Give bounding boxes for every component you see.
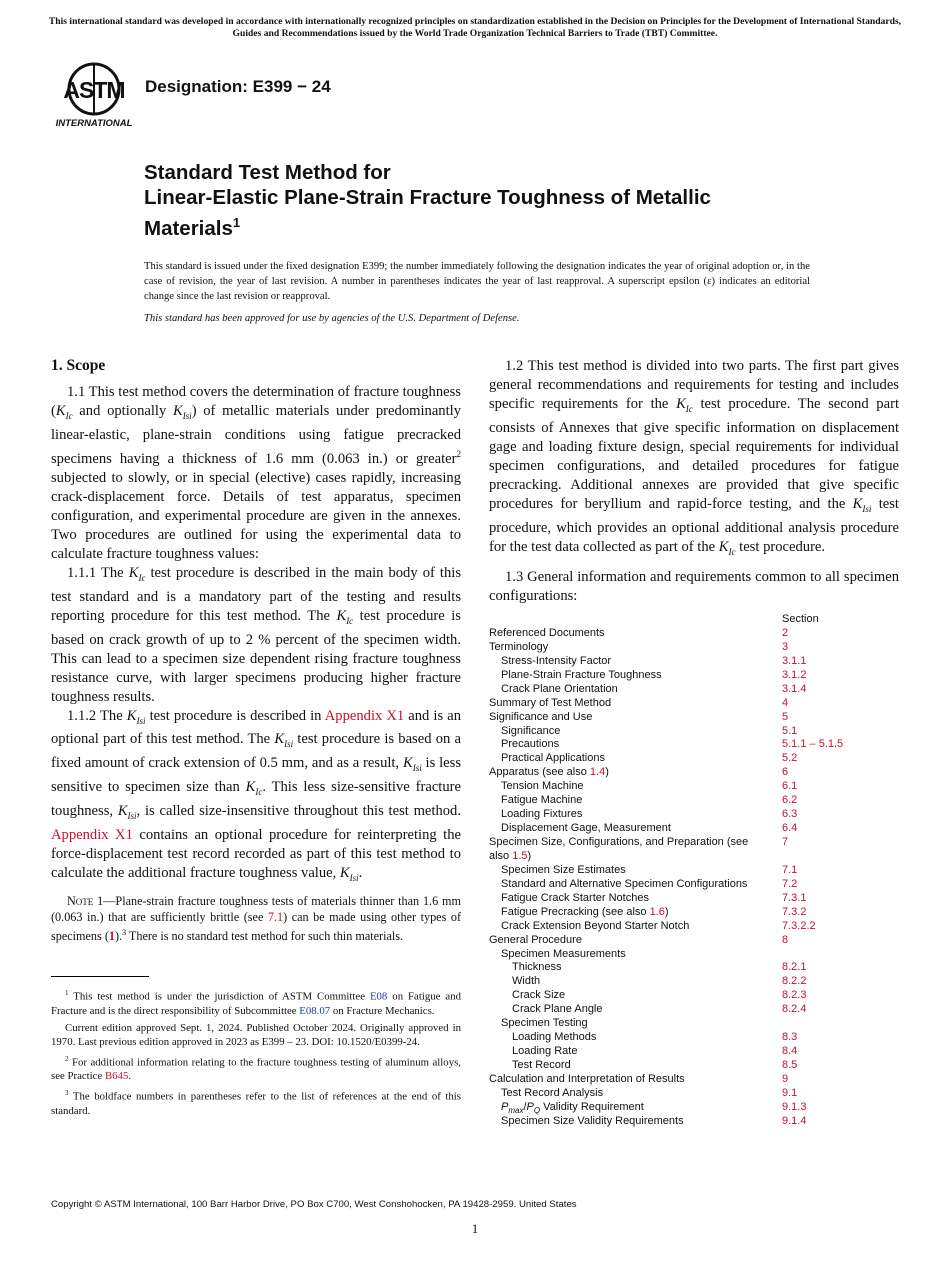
paragraph-1-3: 1.3 General information and requirements common to all specimen configurations: <box>489 568 899 604</box>
title-footnote-mark: 1 <box>232 215 241 230</box>
note-1: Note 1—Plane-strain fracture toughness tests of materials thinner than 1.6 mm (0.063 in.) that are sufficiently brittle (see 7.1) can be made using other types of specimens (1).$^3$ There is no standard test method for such thin materials. <box>51 894 462 944</box>
right-column <box>489 357 899 606</box>
toc-label: Specimen Measurements <box>501 947 626 960</box>
toc-label: General Procedure <box>489 933 582 946</box>
toc-label: Referenced Documents <box>489 626 605 639</box>
toc-label: Fatigue Crack Starter Notches <box>501 891 649 904</box>
toc-row <box>489 738 909 752</box>
toc-label: Thickness <box>512 961 562 974</box>
toc-section-link[interactable]: 8.2.4 <box>782 1003 807 1016</box>
toc-label: Crack Size <box>512 989 566 1002</box>
toc-section-link[interactable]: 8.2.3 <box>782 989 807 1002</box>
toc-label: Fatigue Precracking (see also 1.6) <box>501 905 669 918</box>
toc-section-link[interactable]: 3.1.4 <box>782 682 807 695</box>
footnotes <box>51 986 461 1121</box>
section-heading-scope: 1. Scope <box>51 357 106 374</box>
toc-row <box>489 1087 909 1101</box>
link-appendix-x1[interactable]: Appendix X1 <box>324 707 405 724</box>
toc-label: Summary of Test Method <box>489 696 612 709</box>
toc-section-link[interactable]: 7.1 <box>782 863 798 876</box>
svg-text:ASTM: ASTM <box>63 77 125 103</box>
toc-label: Loading Methods <box>512 1031 597 1044</box>
logo-text: INTERNATIONAL <box>55 118 133 129</box>
reference-1-link[interactable]: 1 <box>108 929 115 944</box>
link-appendix-x1-2[interactable]: Appendix X1 <box>51 827 133 844</box>
toc-section-link[interactable]: 2 <box>782 626 789 639</box>
toc-label: $P_{max}/P_Q$ Validity Requirement <box>501 1100 644 1116</box>
toc-label: Plane-Strain Fracture Toughness <box>501 668 662 681</box>
toc-row <box>489 836 909 864</box>
title-line-2: Linear-Elastic Plane-Strain Fracture Toughness of Metallic <box>144 186 711 209</box>
toc-section-link[interactable]: 6.3 <box>782 808 798 821</box>
toc-section-link[interactable]: 8.4 <box>782 1045 798 1058</box>
toc-label: Loading Fixtures <box>501 808 583 821</box>
toc-label: Terminology <box>489 640 549 653</box>
toc-row <box>489 1115 909 1129</box>
toc-label: Specimen Testing <box>501 1017 588 1030</box>
footnote-divider <box>51 976 149 977</box>
paragraph-1-1-1: 1.1.1 The $K_{Ic}$ test procedure is described in the main body of this test standard and is a mandatory part of the testing and results reporting procedure for this test method. The $K_{Ic}$ test procedure is based on crack growth of up to 2 % percent of the specimen width. This can lead to a specimen size dependent rising fracture toughness resistance curve, with larger specimens producing higher fracture toughness results. <box>51 564 461 705</box>
section-table <box>489 613 909 1129</box>
toc-header: Section <box>782 613 819 625</box>
toc-label: Specimen Size, Configurations, and Preparation (see also 1.5) <box>489 836 749 862</box>
toc-section-link[interactable]: 8.5 <box>782 1059 798 1072</box>
toc-label: Apparatus (see also 1.4) <box>489 766 609 779</box>
toc-section-link[interactable]: 9 <box>782 1072 789 1085</box>
toc-section-link[interactable]: 8.3 <box>782 1031 798 1044</box>
toc-label: Calculation and Interpretation of Results <box>489 1072 685 1085</box>
toc-label: Precautions <box>501 738 560 751</box>
toc-row <box>489 975 909 989</box>
footnote-edition: Current edition approved Sept. 1, 2024. Published October 2024. Originally approved in 1970. Last previous edition approved in 2023 as E399 – 23. DOI: 10.1520/E0399-24. <box>51 1021 461 1048</box>
toc-label: Crack Plane Angle <box>512 1003 603 1016</box>
toc-row <box>489 669 909 683</box>
toc-section-link[interactable]: 3.1.2 <box>782 668 807 681</box>
toc-row <box>489 989 909 1003</box>
toc-row <box>489 1073 909 1087</box>
toc-row <box>489 766 909 780</box>
toc-section-link[interactable]: 5.1 <box>782 724 798 737</box>
paragraph-1-1: 1.1 This test method covers the determination of fracture toughness ($K_{Ic}$ and optionally $K_{Isi}$) of metallic materials under predominantly linear-elastic, plane-strain conditions using fatigue precracked specimens having a thickness of 1.6 mm (0.063 in.) or greater$^2$ subjected to slowly, or in special (elective) cases rapidly, increasing crack-displacement force. Details of test apparatus, specimen configuration, and experimental procedure are given in the annexes. Two procedures are outlined for using the experimental data to calculate fracture toughness values: <box>51 384 461 562</box>
toc-row <box>489 961 909 975</box>
toc-link[interactable]: 1.4 <box>589 766 606 779</box>
toc-row <box>489 878 909 892</box>
toc-label: Specimen Size Estimates <box>501 863 626 876</box>
toc-label: Loading Rate <box>512 1045 578 1058</box>
document-title <box>144 160 864 241</box>
issuance-statement: This standard is issued under the fixed designation E399; the number immediately following the designation indicates the year of original adoption or, in the case of revision, the year of last revision. A number in parentheses indicates the year of last reapproval. A superscript epsilon (ε) indicates an editorial change since the last revision or reapproval. <box>144 261 810 302</box>
left-column <box>51 356 461 945</box>
toc-label: Test Record <box>512 1059 571 1072</box>
toc-section-link[interactable]: 5.1.1 – 5.1.5 <box>782 738 844 751</box>
toc-section-link[interactable]: 3 <box>782 640 789 653</box>
toc-section-link[interactable]: 4 <box>782 696 789 709</box>
footnote-1: $^1$ This test method is under the jurisdiction of ASTM Committee E08 on Fatigue and Fracture and is the direct responsibility of Subcommittee E08.07 on Fracture Mechanics. <box>51 989 461 1017</box>
title-line-3: Materials <box>144 216 233 240</box>
toc-section-link[interactable]: 7.3.2.2 <box>782 919 816 932</box>
footnote-2: $^2$ For additional information relating to the fracture toughness testing of aluminum alloys, see Practice B645. <box>51 1054 461 1083</box>
toc-row <box>489 1045 909 1059</box>
toc-row <box>489 697 909 711</box>
link-b645[interactable]: B645 <box>104 1070 129 1083</box>
toc-row <box>489 1017 909 1031</box>
toc-link[interactable]: 1.5 <box>512 849 528 862</box>
toc-section-link[interactable]: 9.1.4 <box>782 1114 807 1127</box>
footnote-3: $^3$ The boldface numbers in parentheses refer to the list of references at the end of this standard. <box>51 1089 461 1117</box>
page-number: 1 <box>471 1221 479 1236</box>
toc-row <box>489 920 909 934</box>
toc-section-link[interactable]: 3.1.1 <box>782 654 807 667</box>
link-e08[interactable]: E08 <box>369 990 388 1003</box>
toc-label: Test Record Analysis <box>501 1086 604 1099</box>
toc-section-link[interactable]: 6.4 <box>782 822 798 835</box>
toc-label: Stress-Intensity Factor <box>501 654 612 667</box>
toc-section-link[interactable]: 5 <box>782 710 789 723</box>
paragraph-1-2: 1.2 This test method is divided into two parts. The first part gives general recommendations and requirements for testing and includes specific requirements for the $K_{Ic}$ test procedure. The second part consists of Annexes that give specific information on displacement gage and loading fixture design, special requirements for individual specimen configurations, and detailed procedures for fatigue precracking. Additional annexes are provided that give specific procedures for beryllium and rapid-force testing, and the $K_{Isi}$ test procedure, which provides an optional additional analysis procedure for the test data collected as part of the $K_{Ic}$ test procedure. <box>489 358 900 557</box>
toc-row <box>489 1031 909 1045</box>
toc-label: Fatigue Machine <box>501 794 583 807</box>
toc-label: Tension Machine <box>501 780 584 793</box>
toc-section-link[interactable]: 6 <box>782 766 789 779</box>
toc-row <box>489 892 909 906</box>
toc-row <box>489 864 909 878</box>
toc-section-link[interactable]: 7.3.1 <box>782 891 807 904</box>
toc-row <box>489 641 909 655</box>
toc-section-link[interactable]: 8.2.2 <box>782 975 807 988</box>
toc-section-link[interactable]: 8.2.1 <box>782 961 807 974</box>
title-line-1: Standard Test Method for <box>144 161 391 184</box>
toc-row <box>489 808 909 822</box>
copyright-notice: Copyright © ASTM International, 100 Barr Harbor Drive, PO Box C700, West Conshohocken, PA 19428-2959. United States <box>51 1199 577 1210</box>
toc-row <box>489 1003 909 1017</box>
toc-row <box>489 725 909 739</box>
toc-link[interactable]: 1.6 <box>649 905 665 918</box>
toc-row <box>489 1101 909 1115</box>
toc-label: Displacement Gage, Measurement <box>501 822 671 835</box>
toc-row <box>489 948 909 962</box>
toc-section-link[interactable]: 6.2 <box>782 794 798 807</box>
toc-section-link[interactable]: 8 <box>782 933 789 946</box>
toc-section-link[interactable]: 7.3.2 <box>782 905 807 918</box>
toc-section-link[interactable]: 7.2 <box>782 877 798 890</box>
toc-row <box>489 906 909 920</box>
toc-label: Width <box>512 975 541 988</box>
toc-row <box>489 655 909 669</box>
link-e08-07[interactable]: E08.07 <box>299 1004 331 1017</box>
approval-notice: This international standard was developed in accordance with internationally recognized principles on standardization established in the Decision on Principles for the Development of International Standards, Guides and Recommendations issued by the World Trade Organization Technical Barriers to Trade (TBT) Committee. <box>48 16 902 39</box>
toc-row <box>489 822 909 836</box>
toc-row <box>489 683 909 697</box>
toc-label: Practical Applications <box>501 752 605 765</box>
toc-label: Significance and Use <box>489 710 593 723</box>
toc-label: Crack Plane Orientation <box>501 682 618 695</box>
toc-row <box>489 711 909 725</box>
toc-row <box>489 780 909 794</box>
toc-label: Standard and Alternative Specimen Configurations <box>501 877 748 890</box>
toc-label: Crack Extension Beyond Starter Notch <box>501 919 690 932</box>
toc-row <box>489 1059 909 1073</box>
toc-row <box>489 627 909 641</box>
link-7-1[interactable]: 7.1 <box>267 909 284 924</box>
toc-label: Significance <box>501 724 561 737</box>
toc-section-link[interactable]: 9.1 <box>782 1086 798 1099</box>
dod-approval-note: This standard has been approved for use by agencies of the U.S. Department of Defense. <box>144 313 520 324</box>
designation: Designation: E399 − 24 <box>145 77 331 96</box>
toc-section-link[interactable]: 7 <box>782 836 789 848</box>
toc-section-link[interactable]: 5.2 <box>782 752 798 765</box>
toc-label: Specimen Size Validity Requirements <box>501 1114 684 1127</box>
toc-row <box>489 934 909 948</box>
toc-row <box>489 794 909 808</box>
astm-logo <box>52 56 136 132</box>
toc-row <box>489 752 909 766</box>
paragraph-1-1-2: 1.1.2 The $K_{Isi}$ test procedure is described in Appendix X1 and is an optional part of this test method. The $K_{Isi}$ test procedure is based on a fixed amount of crack extension of 0.5 mm, and as a result, $K_{Isi}$ is less sensitive to specimen size than $K_{Ic}$. This less size-sensitive fracture toughness, $K_{Isi}$, is called size-insensitive throughout this test method. Appendix X1 contains an optional procedure for reinterpreting the force-displacement test record recorded as part of this test method to calculate the additional fracture toughness value, $K_{Isi}$. <box>51 707 462 884</box>
toc-section-link[interactable]: 6.1 <box>782 780 798 793</box>
toc-section-link[interactable]: 9.1.3 <box>782 1100 807 1113</box>
